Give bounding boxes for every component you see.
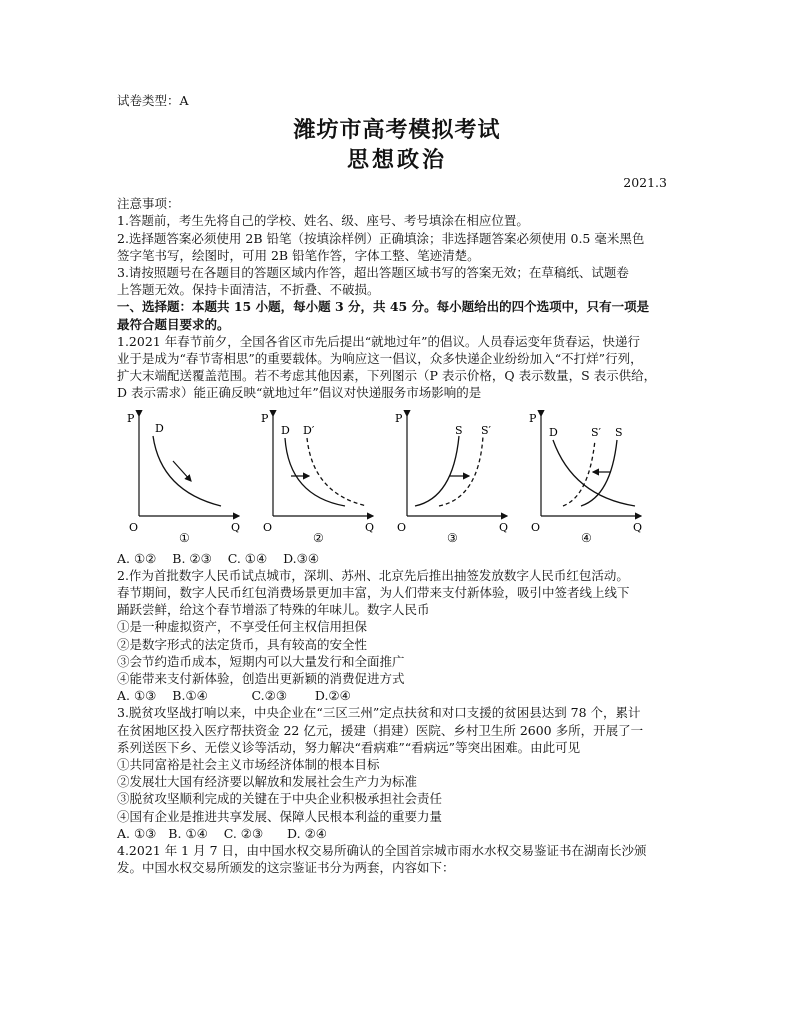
question-4-text: 发。中国水权交易所颁发的这宗鉴证书分为两套，内容如下： bbox=[117, 860, 455, 876]
curve-label-s: S bbox=[455, 423, 463, 437]
curve-label-d: D bbox=[549, 425, 558, 439]
axis-q-label: Q bbox=[231, 520, 241, 534]
supply-demand-figure-1 bbox=[121, 406, 249, 548]
question-3-item: ③脱贫攻坚顺利完成的关键在于中央企业积极承担社会责任 bbox=[117, 791, 443, 807]
notice-line: 1.答题前，考生先将自己的学校、姓名、级、座号、考号填涂在相应位置。 bbox=[117, 213, 529, 229]
question-3-text: 在贫困地区投入医疗帮扶资金 22 亿元，援建（捐建）医院、乡村卫生所 2600 多所，开展了一 bbox=[117, 722, 644, 738]
axis-q-label: Q bbox=[633, 520, 643, 534]
notice-line: 签字笔书写，绘图时，可用 2B 铅笔作答，字体工整、笔迹清楚。 bbox=[117, 247, 480, 263]
supply-curve-shifted bbox=[563, 440, 595, 506]
exam-title: 潍坊市高考模拟考试 bbox=[293, 117, 501, 144]
supply-curve bbox=[415, 436, 459, 506]
curve-label-d-prime: D′ bbox=[303, 423, 315, 437]
shift-arrow bbox=[173, 461, 191, 481]
question-2-text: 踊跃尝鲜，给这个春节增添了特殊的年味儿。数字人民币 bbox=[117, 602, 430, 618]
curve-label-d: D bbox=[281, 423, 290, 437]
question-4-text: 4.2021 年 1 月 7 日，由中国水权交易所确认的全国首宗城市雨水水权交易鉴证书在湖南长沙颁 bbox=[117, 843, 647, 859]
question-3-options: A. ①③ B. ①④ C. ②③ D. ②④ bbox=[117, 825, 327, 841]
exam-page bbox=[117, 92, 677, 877]
axis-q-label: Q bbox=[365, 520, 375, 534]
supply-curve-shifted bbox=[439, 436, 483, 506]
question-1-text: 扩大末端配送覆盖范围。若不考虑其他因素，下列图示（P 表示价格，Q 表示数量，S 表示供给， bbox=[117, 368, 657, 384]
notice-line: 3.请按照题号在各题目的答题区域内作答，超出答题区域书写的答案无效；在草稿纸、试题卷 bbox=[117, 265, 629, 281]
axis-p-label: P bbox=[261, 411, 269, 425]
question-2-item: ④能带来支付新体验，创造出更新颖的消费促进方式 bbox=[117, 671, 405, 687]
exam-subject: 思想政治 bbox=[346, 147, 447, 174]
question-1-figures bbox=[121, 406, 677, 548]
supply-demand-figure-3 bbox=[389, 406, 517, 548]
question-3-item: ②发展壮大国有经济要以解放和发展社会生产力为标准 bbox=[117, 774, 418, 790]
axis-p-label: P bbox=[529, 411, 537, 425]
question-2-options: A. ①③ B.①④ C.②③ D.②④ bbox=[117, 688, 351, 704]
section-heading-cont: 最符合题目要求的。 bbox=[117, 316, 230, 332]
origin-label: O bbox=[129, 520, 139, 534]
question-1-options: A. ①② B. ②③ C. ①④ D.③④ bbox=[117, 550, 320, 566]
demand-curve bbox=[153, 436, 221, 506]
exam-date: 2021.3 bbox=[623, 175, 667, 191]
origin-label: O bbox=[397, 520, 407, 534]
exam-type: 试卷类型：A bbox=[117, 93, 189, 108]
origin-label: O bbox=[531, 520, 541, 534]
supply-demand-figure-4 bbox=[523, 406, 651, 548]
supply-curve bbox=[581, 440, 617, 506]
question-2-item: ③会节约造币成本，短期内可以大量发行和全面推广 bbox=[117, 653, 405, 669]
figure-number: ① bbox=[179, 530, 190, 545]
figure-number: ④ bbox=[581, 530, 592, 545]
notice-heading: 注意事项： bbox=[117, 196, 180, 212]
curve-label-s-prime: S′ bbox=[591, 425, 602, 439]
question-1-text: 1.2021 年春节前夕，全国各省区市先后提出“就地过年”的倡议。人员春运变年货春运，快递行 bbox=[117, 333, 640, 349]
question-3-item: ④国有企业是推进共享发展、保障人民根本利益的重要力量 bbox=[117, 808, 443, 824]
question-2-text: 2.作为首批数字人民币试点城市，深圳、苏州、北京先后推出抽签发放数字人民币红包活动。 bbox=[117, 567, 629, 583]
figure-number: ② bbox=[313, 530, 324, 545]
question-1-text: 业于是成为“春节寄相思”的重要载体。为响应这一倡议，众多快递企业纷纷加入“不打烊”行列， bbox=[117, 351, 643, 367]
notice-line: 2.选择题答案必须使用 2B 铅笔（按填涂样例）正确填涂；非选择题答案必须使用 0.5 毫米黑色 bbox=[117, 230, 645, 246]
question-3-item: ①共同富裕是社会主义市场经济体制的根本目标 bbox=[117, 757, 380, 773]
supply-demand-figure-2 bbox=[255, 406, 383, 548]
origin-label: O bbox=[263, 520, 273, 534]
axis-p-label: P bbox=[395, 411, 403, 425]
question-2-item: ①是一种虚拟资产，不享受任何主权信用担保 bbox=[117, 619, 368, 635]
question-3-text: 3.脱贫攻坚战打响以来，中央企业在“三区三州”定点扶贫和对口支援的贫困县达到 78 个，累计 bbox=[117, 705, 641, 721]
curve-label-d: D bbox=[155, 421, 164, 435]
question-2-text: 春节期间，数字人民币红包消费场景更加丰富，为人们带来支付新体验，吸引中签者线上线下 bbox=[117, 585, 630, 601]
figure-number: ③ bbox=[447, 530, 458, 545]
notice-line: 上答题无效。保持卡面清洁，不折叠、不破损。 bbox=[117, 282, 380, 298]
question-2-item: ②是数字形式的法定货币，具有较高的安全性 bbox=[117, 636, 368, 652]
curve-label-s-prime: S′ bbox=[481, 423, 492, 437]
section-heading: 一、选择题：本题共 15 小题，每小题 3 分，共 45 分。每小题给出的四个选项中，只有一项是 bbox=[117, 299, 650, 315]
curve-label-s: S bbox=[615, 425, 623, 439]
axis-q-label: Q bbox=[499, 520, 509, 534]
question-1-text: D 表示需求）能正确反映“就地过年”倡议对快递服务市场影响的是 bbox=[117, 385, 482, 401]
axis-p-label: P bbox=[127, 411, 135, 425]
question-3-text: 系列送医下乡、无偿义诊等活动，努力解决“看病难”“看病远”等突出困难。由此可见 bbox=[117, 739, 581, 755]
demand-curve bbox=[285, 438, 345, 506]
